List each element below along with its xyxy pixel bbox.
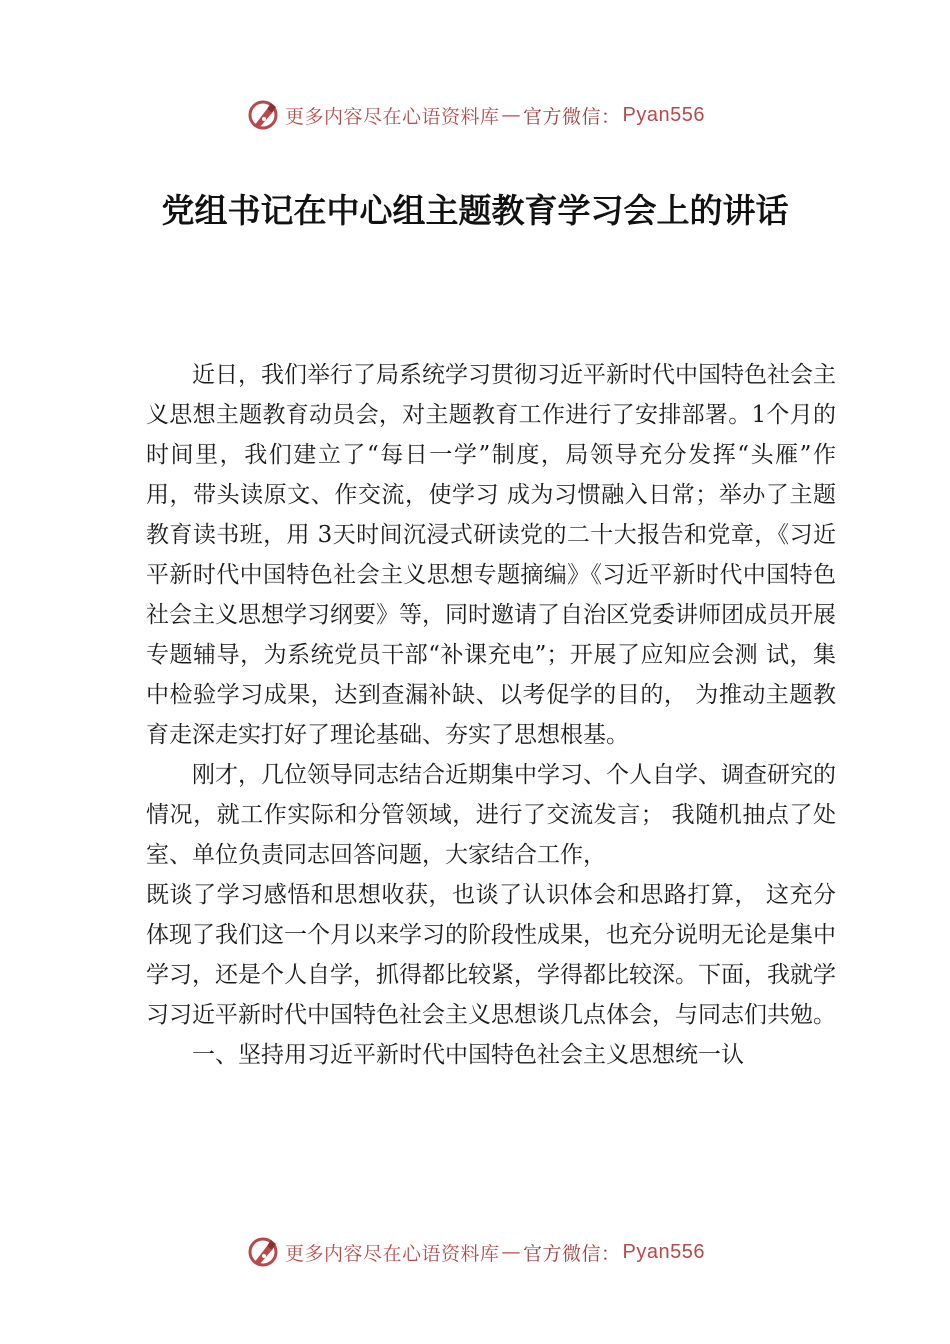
banner-text: 更多内容尽在心语资料库 <box>285 1242 500 1265</box>
paragraph-2: 刚才，几位领导同志结合近期集中学习、个人自学、调查研究的情况，就工作实际和分管领域，进行了交流发言； 我随机抽点了处室、单位负责同志回答问题，大家结合工作， 既谈了学习感悟和思想收获，也谈了认识体会和思路打算， 这充分体现了我们这一个月以来学习的阶段性成果，也充分说明无论是集中学习，还是个人自学，抓得都比较紧，学得都比较深。下面，我就学习习近平新时代中国特色社会主义思想谈几点体会，与同志们共勉。 <box>146 762 836 1028</box>
banner-separator: — <box>501 1241 522 1263</box>
watermark-banner-top <box>0 95 950 135</box>
pen-nib-logo-icon <box>245 97 281 133</box>
pen-nib-logo-icon <box>245 1234 281 1270</box>
wechat-label: 官方微信： <box>523 105 621 128</box>
paragraph-1: 近日，我们举行了局系统学习贯彻习近平新时代中国特色社会主义思想主题教育动员会，对主题教育工作进行了安排部署。1个月的时间里，我们建立了“每日一学”制度，局领导充分发挥“头雁”作用，带头读原文、作交流，使学习 成为习惯融入日常；举办了主题教育读书班，用 3天时间沉浸式研读党的二十大报告和党章，《习近平新时代中国特色社会主义思想专题摘编》《习近平新时代中国特色社会主义思想学习纲要》等，同时邀请了自治区党委讲师团成员开展 专题辅导，为系统党员干部“补课充电”；开展了应知应会测 试，集中检验学习成果，达到查漏补缺、以考促学的目的， 为推动主题教育走深走实打好了理论基础、夯实了思想根基。 <box>146 362 836 748</box>
wechat-id: Pyan556 <box>622 103 705 126</box>
wechat-id: Pyan556 <box>622 1240 705 1263</box>
banner-text: 更多内容尽在心语资料库 <box>285 105 500 128</box>
document-body <box>146 355 836 1075</box>
banner-separator: — <box>501 104 522 126</box>
wechat-label: 官方微信： <box>523 1242 621 1265</box>
section-heading-1: 一、坚持用习近平新时代中国特色社会主义思想统一认 <box>192 1042 744 1068</box>
watermark-banner-bottom <box>0 1232 950 1272</box>
document-title: 党组书记在中心组主题教育学习会上的讲话 <box>161 191 789 230</box>
